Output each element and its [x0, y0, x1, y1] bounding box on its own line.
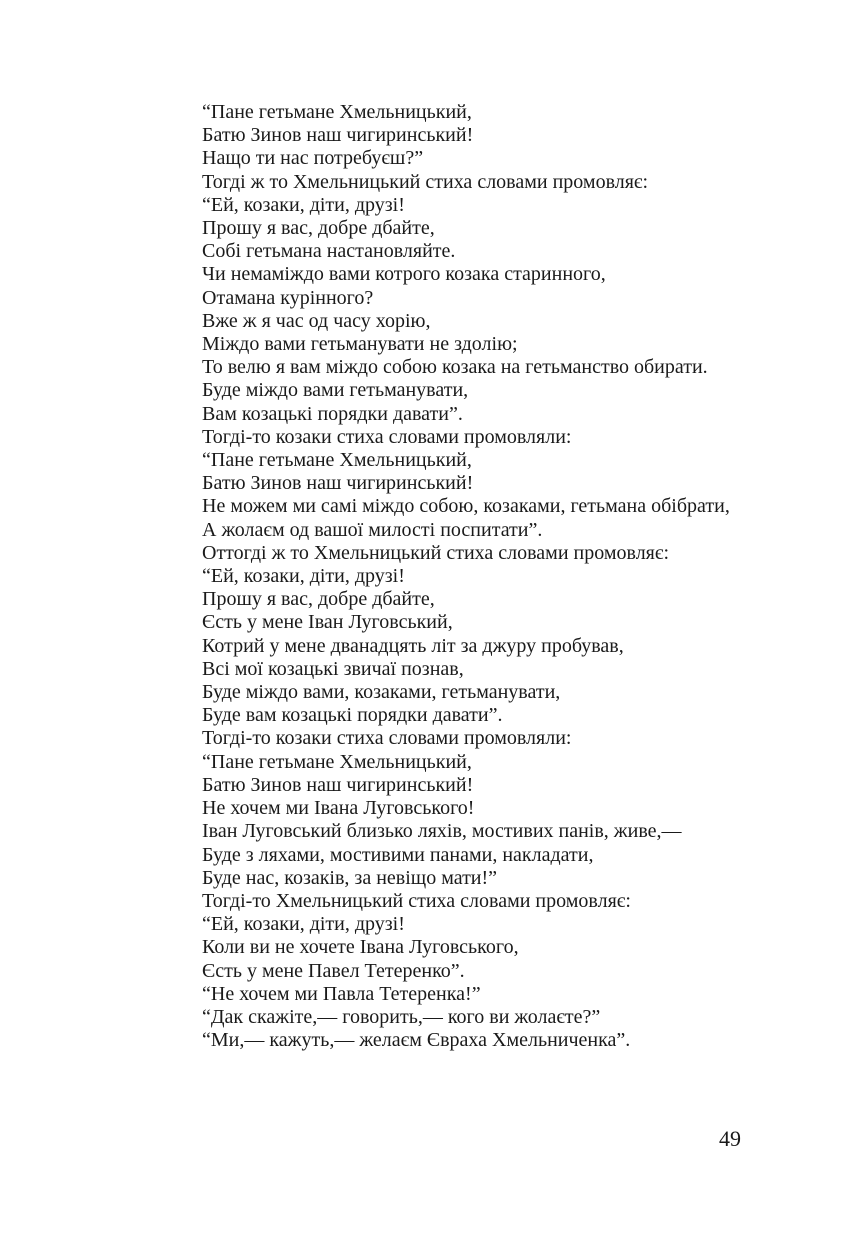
poem-line: “Пане гетьмане Хмельницький, — [202, 449, 472, 472]
poem-line: Тогді-то козаки стиха словами промовляли: — [202, 425, 572, 448]
poem-line: Вже ж я час од часу хорію, — [202, 309, 431, 332]
poem-line: Єсть у мене Іван Луговський, — [202, 611, 453, 634]
page-number: 49 — [719, 1126, 741, 1151]
poem-line: “Ей, козаки, діти, друзі! — [202, 913, 405, 936]
poem-line: Єсть у мене Павел Тетеренко”. — [202, 959, 465, 982]
poem-line: “Не хочем ми Павла Тетеренка!” — [202, 982, 481, 1005]
poem-text — [202, 101, 802, 1052]
poem-line: Не можем ми самі міждо собою, козаками, гетьмана обібрати, — [202, 495, 730, 518]
poem-line: Батю Зинов наш чигиринський! — [202, 472, 474, 495]
poem-line: Буде вам козацькі порядки давати”. — [202, 704, 503, 727]
poem-line: Не хочем ми Івана Луговського! — [202, 797, 475, 820]
poem-line: Тогді-то козаки стиха словами промовляли: — [202, 727, 572, 750]
poem-line: Батю Зинов наш чигиринський! — [202, 773, 474, 796]
poem-line: Буде міждо вами, козаками, гетьманувати, — [202, 681, 561, 704]
poem-line: А жолаєм од вашої милості поспитати”. — [202, 518, 543, 541]
poem-line: “Ми,— кажуть,— желаєм Євраха Хмельниченка”. — [202, 1029, 631, 1052]
poem-line: То велю я вам міждо собою козака на гетьманство обирати. — [202, 356, 708, 379]
poem-line: Буде міждо вами гетьманувати, — [202, 379, 469, 402]
poem-line: Буде з ляхами, мостивими панами, накладати, — [202, 843, 594, 866]
poem-line: Прошу я вас, добре дбайте, — [202, 217, 435, 240]
poem-line: “Пане гетьмане Хмельницький, — [202, 101, 472, 123]
poem-line: Міждо вами гетьманувати не здолію; — [202, 333, 518, 356]
poem-line: Батю Зинов наш чигиринський! — [202, 124, 474, 147]
poem-line: Нащо ти нас потребуєш?” — [202, 147, 424, 170]
poem-line: Вам козацькі порядки давати”. — [202, 402, 463, 425]
poem-line: Отамана курінного? — [202, 286, 374, 309]
poem-line: Оттогді ж то Хмельницький стиха словами промовляє: — [202, 541, 670, 564]
poem-line: Всі мої козацькі звичаї познав, — [202, 657, 464, 680]
poem-line: Прошу я вас, добре дбайте, — [202, 588, 435, 611]
poem-line: Чи немаміждо вами котрого козака старинного, — [202, 263, 606, 286]
poem-line: “Ей, козаки, діти, друзі! — [202, 565, 405, 588]
poem-line: Собі гетьмана настановляйте. — [202, 240, 456, 263]
poem-line: “Дак скажіте,— говорить,— кого ви жолаєте?” — [202, 1005, 601, 1028]
poem-line: Котрий у мене дванадцять літ за джуру пробував, — [202, 634, 624, 657]
poem-line: Коли ви не хочете Івана Луговського, — [202, 936, 519, 959]
poem-line: “Пане гетьмане Хмельницький, — [202, 750, 472, 773]
poem-line: Іван Луговський близько ляхів, мостивих панів, живе,— — [202, 820, 682, 843]
poem-line: “Ей, козаки, діти, друзі! — [202, 193, 405, 216]
poem-line: Тогді-то Хмельницький стиха словами промовляє: — [202, 889, 631, 912]
poem-line: Буде нас, козаків, за невіщо мати!” — [202, 866, 498, 889]
poem-line: Тогді ж то Хмельницький стиха словами промовляє: — [202, 170, 649, 193]
